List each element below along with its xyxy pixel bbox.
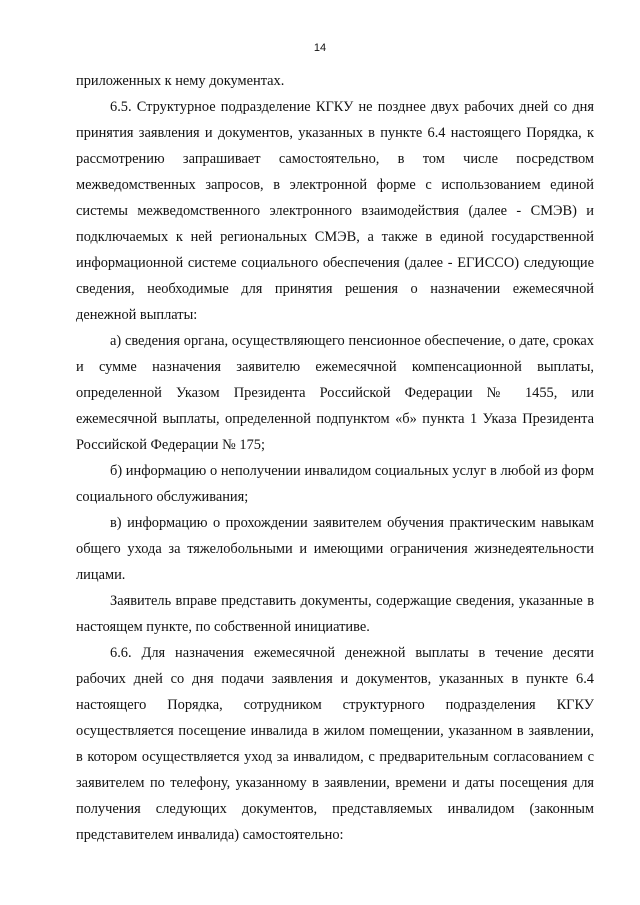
paragraph-applicant-right: Заявитель вправе представить документы, содержащие сведения, указанные в настоящем пункте, по собственной инициативе. [76,593,594,635]
paragraph-6-5: 6.5. Структурное подразделение КГКУ не позднее двух рабочих дней со дня принятия заявления и документов, указанных в пункте 6.4 настоящего Порядка, к рассмотрению запрашивает самостоятельно, в том числе посредством межведомственных запросов, в электронной форме с использованием единой системы межведомственного электронного взаимодействия (далее - СМЭВ) и подключаемых к ней региональных СМЭВ, а также в единой государственной информационной системе социального обеспечения (далее - ЕГИССО) следующие сведения, необходимые для принятия решения о назначении ежемесячной денежной выплаты: [76,99,594,323]
list-item-b: б) информацию о неполучении инвалидом социальных услуг в любой из форм социального обслуживания; [76,463,594,505]
document-body [76,68,594,848]
list-item-a: а) сведения органа, осуществляющего пенсионное обеспечение, о дате, сроках и сумме назначения заявителю ежемесячной компенсационной выплаты, определенной Указом Президента Российской Федерации № 1455, или ежемесячной выплаты, определенной подпунктом «б» пункта 1 Указа Президента Российской Федерации № 175; [76,333,594,453]
list-item-v: в) информацию о прохождении заявителем обучения практическим навыкам общего ухода за тяжелобольными и имеющими ограничения жизнедеятельности лицами. [76,515,594,583]
paragraph-6-6: 6.6. Для назначения ежемесячной денежной выплаты в течение десяти рабочих дней со дня подачи заявления и документов, указанных в пункте 6.4 настоящего Порядка, сотрудником структурного подразделения КГКУ осуществляется посещение инвалида в жилом помещении, указанном в заявлении, в котором осуществляется уход за инвалидом, с предварительным согласованием с заявителем по телефону, указанному в заявлении, времени и даты посещения для получения следующих документов, представляемых инвалидом (законным представителем инвалида) самостоятельно: [76,645,594,843]
paragraph-continuation: приложенных к нему документах. [76,73,285,89]
page-number: 14 [313,42,327,54]
